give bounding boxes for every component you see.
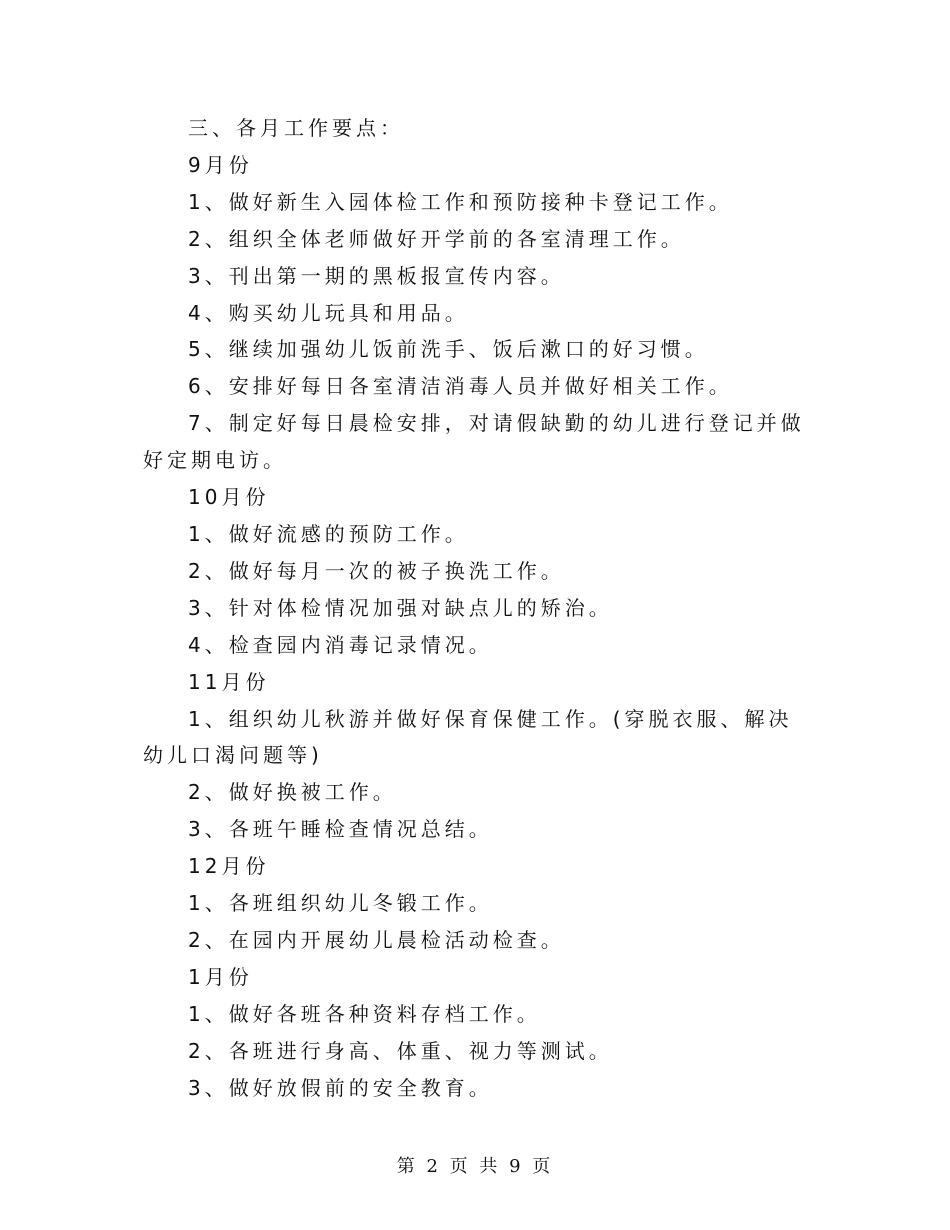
list-item: 3、刊出第一期的黑板报宣传内容。 <box>188 263 565 288</box>
list-item: 1、做好各班各种资料存档工作。 <box>188 1001 541 1026</box>
month-heading-november: 11月份 <box>188 669 270 694</box>
list-item-wrapped: 1、组织幼儿秋游并做好保育保健工作。(穿脱衣服、解决幼儿口渴问题等) <box>143 706 793 768</box>
list-item: 1、各班组织幼儿冬锻工作。 <box>188 891 493 916</box>
list-item-wrapped: 7、制定好每日晨检安排，对请假缺勤的幼儿进行登记并做好定期电访。 <box>143 411 805 473</box>
list-item: 1、做好新生入园体检工作和预防接种卡登记工作。 <box>188 189 733 214</box>
list-item: 4、购买幼儿玩具和用品。 <box>188 300 469 325</box>
list-item: 3、做好放假前的安全教育。 <box>188 1075 493 1100</box>
month-heading-october: 10月份 <box>188 485 270 510</box>
list-item: 2、做好换被工作。 <box>188 780 397 805</box>
month-heading-december: 12月份 <box>188 854 270 879</box>
list-item: 5、继续加强幼儿饭前洗手、饭后漱口的好习惯。 <box>188 337 709 362</box>
page-number-footer: 第 2 页 共 9 页 <box>396 1156 554 1177</box>
list-item: 2、在园内开展幼儿晨检活动检查。 <box>188 927 565 952</box>
section-heading: 三、各月工作要点： <box>188 116 404 140</box>
list-item: 2、各班进行身高、体重、视力等测试。 <box>188 1038 613 1063</box>
month-heading-january: 1月份 <box>188 964 253 989</box>
list-item: 2、做好每月一次的被子换洗工作。 <box>188 558 565 583</box>
list-item: 3、针对体检情况加强对缺点儿的矫治。 <box>188 595 613 620</box>
list-item: 4、检查园内消毒记录情况。 <box>188 632 493 657</box>
document-body <box>143 110 813 1106</box>
list-item: 2、组织全体老师做好开学前的各室清理工作。 <box>188 226 685 251</box>
list-item: 3、各班午睡检查情况总结。 <box>188 817 493 842</box>
list-item: 6、安排好每日各室清洁消毒人员并做好相关工作。 <box>188 374 733 399</box>
list-item: 1、做好流感的预防工作。 <box>188 521 469 546</box>
month-heading-september: 9月份 <box>188 152 253 177</box>
